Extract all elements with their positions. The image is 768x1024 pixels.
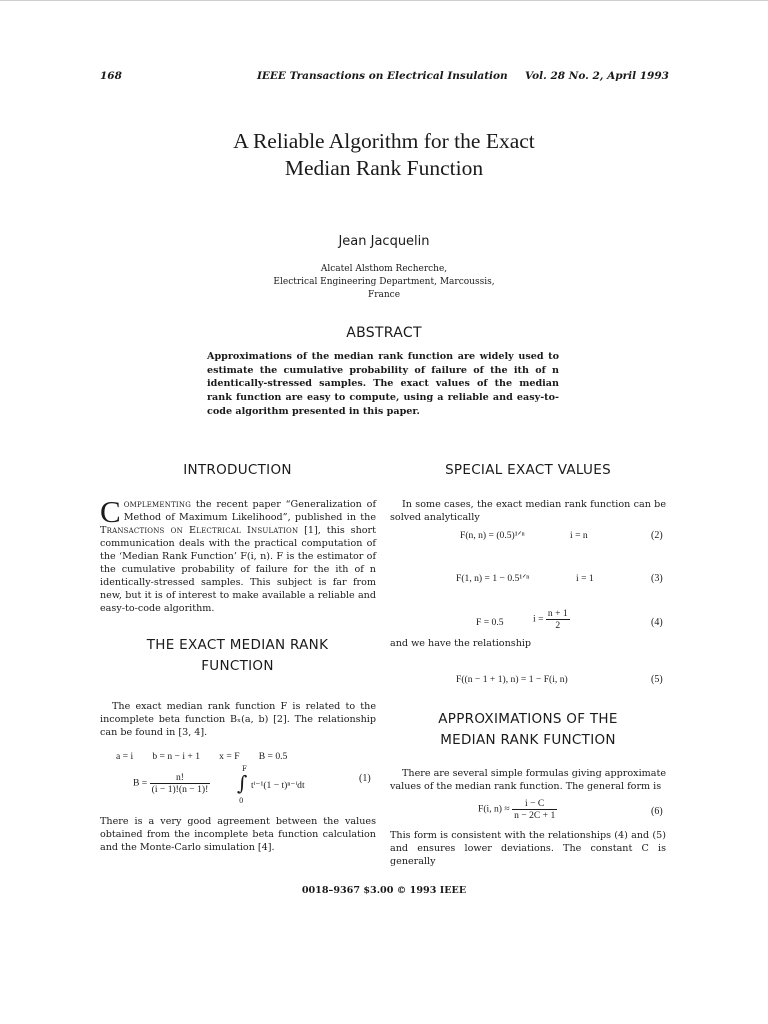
equation-6 — [478, 798, 557, 821]
intro-text-1: the recent paper “Generalization of Method of Maximum Likelihood”, published in the — [123, 499, 376, 523]
exact-heading-line-1: THE EXACT MEDIAN RANK — [146, 637, 329, 653]
eq6-number: (6) — [651, 806, 663, 817]
intro-text-2: [1], this short communication deals with the practical computation of the ‘Median Rank Function’ F(i, n). F is the estimator of the cumulative probability of failure for the ith of n identically-stressed samples. This subject is far from new, but it is of interest to make available a reliable and easy-to-code algorithm. — [100, 525, 376, 614]
approx-paragraph-2: This form is consistent with the relationships (4) and (5) and ensures lower deviations. The constant C is generally — [390, 830, 666, 867]
equation-2: F(n, n) = (0.5)¹ᐟⁿ — [460, 530, 525, 541]
eq4-cond-lhs: i = — [533, 613, 544, 625]
exact-median-heading — [100, 635, 375, 677]
title-line-1: A Reliable Algorithm for the Exact — [233, 129, 535, 153]
equation-3: F(1, n) = 1 − 0.5¹ᐟⁿ — [456, 573, 530, 584]
eq1-lower-limit: 0 — [239, 797, 244, 805]
integral-sign: ∫ — [237, 771, 248, 795]
eq3-condition: i = 1 — [576, 573, 594, 584]
eq2-condition: i = n — [570, 530, 588, 541]
eq2-number: (2) — [651, 530, 663, 541]
affiliation — [0, 263, 768, 302]
eq4-fraction — [546, 608, 570, 631]
eq6-lhs: F(i, n) ≈ — [478, 803, 510, 815]
eq5-number: (5) — [651, 674, 663, 685]
author-name: Jean Jacquelin — [338, 234, 430, 249]
exact-paragraph-2: There is a very good agreement between the values obtained from the incomplete beta function calculation and the Monte-Carlo simulation [4]. — [100, 816, 376, 853]
introduction-heading: INTRODUCTION — [183, 462, 292, 478]
eq1-number: (1) — [359, 773, 371, 784]
paper-title — [0, 128, 768, 182]
beta-parameters: a = i b = n − i + 1 x = F B = 0.5 — [116, 751, 288, 762]
exact-paragraph-1: The exact median rank function F is related to the incomplete beta function Bₓ(a, b) [2]. The relationship can be found in [3, 4]. — [100, 701, 376, 738]
page-number: 168 — [100, 70, 122, 82]
eq3-number: (3) — [651, 573, 663, 584]
abstract-heading: ABSTRACT — [346, 325, 422, 341]
eq1-lhs: B = — [133, 777, 148, 789]
affiliation-line-1: Alcatel Alsthom Recherche, — [320, 264, 448, 274]
eq6-numerator: i − C — [512, 798, 557, 810]
copyright-footer: 0018–9367 $3.00 © 1993 IEEE — [301, 885, 467, 896]
approx-paragraph-1: There are several simple formulas giving approximate values of the median rank function. The general form is — [390, 768, 666, 792]
eq1-upper-limit: F — [242, 765, 247, 773]
exact-heading-line-2: FUNCTION — [201, 658, 274, 674]
relationship-text: and we have the relationship — [390, 638, 532, 649]
journal-name: IEEE Transactions on Electrical Insulation — [257, 70, 508, 82]
eq1-integrand: tⁱ⁻¹(1 − t)ⁿ⁻ⁱdt — [251, 780, 305, 791]
introduction-paragraph — [100, 494, 376, 615]
equation-5: F((n − 1 + 1), n) = 1 − F(i, n) — [456, 674, 568, 685]
eq4-denominator: 2 — [555, 620, 561, 631]
approx-heading-line-1: APPROXIMATIONS OF THE — [438, 711, 618, 727]
equation-1 — [133, 772, 210, 802]
eq1-fraction — [150, 772, 211, 795]
eq4-condition — [533, 608, 570, 631]
eq1-numerator: n! — [150, 772, 211, 784]
special-values-heading: SPECIAL EXACT VALUES — [445, 462, 611, 478]
eq4-numerator: n + 1 — [547, 608, 568, 619]
abstract-body: Approximations of the median rank function are widely used to estimate the cumulative probability of failure of the ith of n identically-stressed samples. The exact values of the median rank function are easy to compute, using a reliable and easy-to-code algorithm presented in this paper. — [207, 351, 559, 417]
eq6-denominator: n − 2C + 1 — [514, 810, 556, 821]
affiliation-line-3: France — [367, 290, 401, 300]
drop-cap: C — [100, 494, 121, 529]
volume-info: Vol. 28 No. 2, April 1993 — [525, 70, 669, 82]
eq6-fraction — [512, 798, 557, 821]
top-border — [0, 0, 768, 1]
eq1-denominator: (i − 1)!(n − 1)! — [151, 784, 209, 795]
intro-journal-smallcaps: Transactions on Electrical Insulation — [100, 525, 299, 536]
special-intro: In some cases, the exact median rank function can be solved analytically — [390, 499, 666, 523]
title-line-2: Median Rank Function — [284, 156, 484, 180]
affiliation-line-2: Electrical Engineering Department, Marcoussis, — [273, 277, 495, 287]
equation-4: F = 0.5 — [476, 617, 504, 628]
intro-lead-smallcaps: omplementing — [123, 499, 192, 510]
approx-heading-line-2: MEDIAN RANK FUNCTION — [440, 732, 616, 748]
approximations-heading — [390, 709, 666, 751]
eq4-number: (4) — [651, 617, 663, 628]
